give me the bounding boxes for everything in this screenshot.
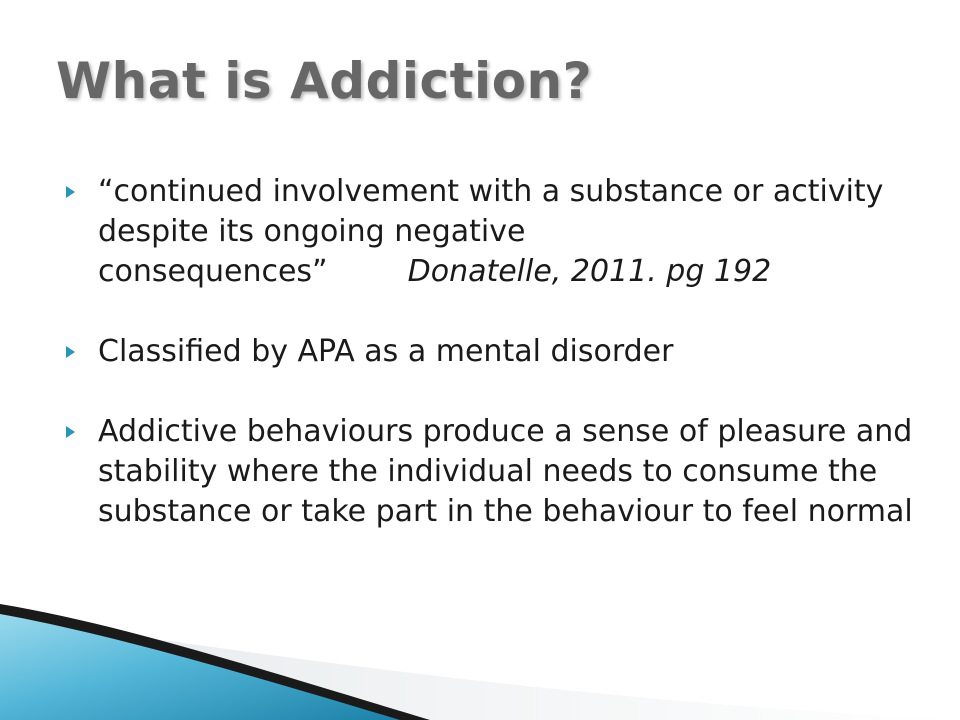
bullet-item-behaviours (66, 412, 916, 532)
bullet-item-classification (66, 332, 916, 372)
bullet-text: Classified by APA as a mental disorder (98, 334, 674, 369)
slide-title: What is Addiction? (56, 52, 593, 110)
triangle-bullet-icon (66, 346, 75, 358)
bullet-text: Addictive behaviours produce a sense of pleasure and stability where the individual needs to consume the substance or take part in the behaviour to feel normal (98, 414, 913, 529)
triangle-bullet-icon (66, 426, 75, 438)
citation: Donatelle, 2011. pg 192 (407, 254, 772, 289)
bullet-item-definition (66, 172, 916, 292)
bullet-list (66, 172, 916, 532)
decorative-swoosh (0, 600, 960, 720)
bullet-text: “continued involvement with a substance or activity despite its ongoing negative consequences” (98, 174, 884, 289)
triangle-bullet-icon (66, 186, 75, 198)
